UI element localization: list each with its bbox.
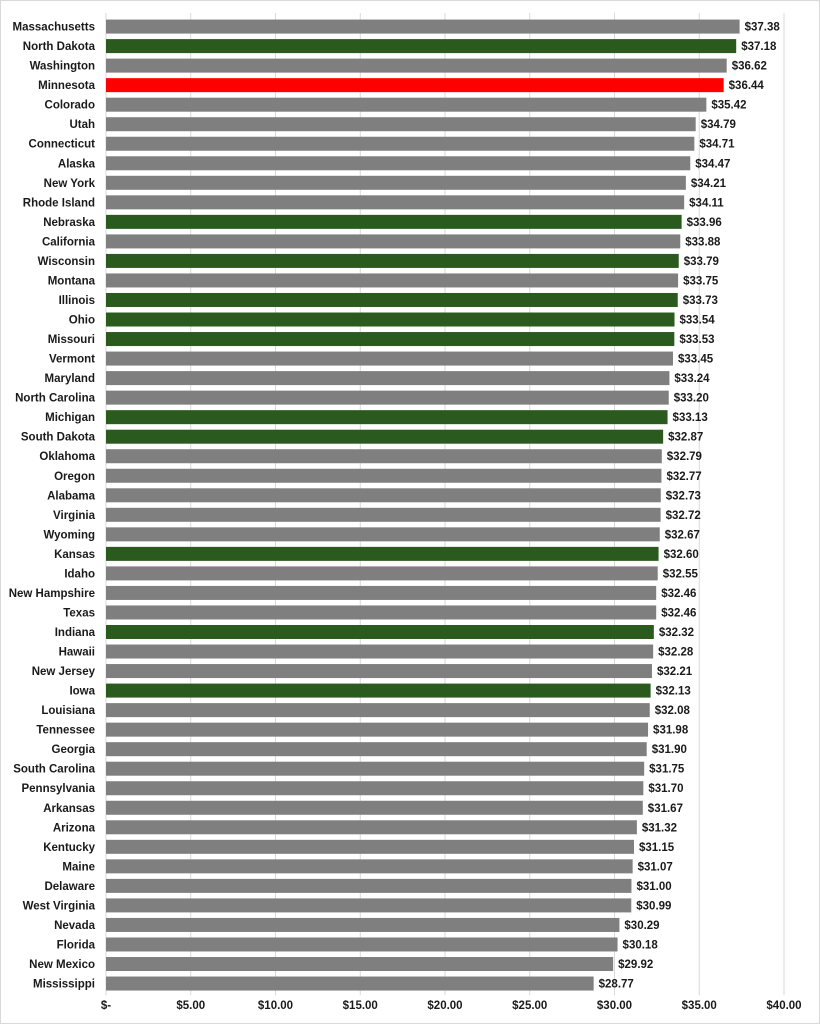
data-label: $36.62 (731, 60, 767, 73)
data-label: $32.77 (666, 470, 702, 483)
category-label: South Dakota (20, 431, 95, 444)
category-label: Wisconsin (37, 255, 95, 268)
data-label: $32.87 (668, 431, 704, 444)
bar (106, 547, 659, 561)
bar (106, 840, 634, 854)
data-label: $29.92 (618, 959, 654, 972)
category-label: Iowa (69, 685, 95, 698)
data-label: $32.08 (654, 705, 690, 718)
category-label: Massachusetts (12, 21, 95, 34)
category-label: Connecticut (28, 138, 95, 151)
bar (106, 273, 678, 287)
bar (106, 508, 661, 522)
category-label: New Mexico (29, 959, 95, 972)
data-label: $32.72 (665, 509, 701, 522)
bar (106, 195, 684, 209)
category-label: North Dakota (22, 41, 95, 54)
bar (106, 977, 594, 991)
category-label: Maine (62, 861, 95, 874)
data-label: $34.71 (699, 138, 735, 151)
data-label: $32.21 (656, 666, 693, 679)
bar (106, 59, 727, 73)
bar (106, 352, 673, 366)
category-label: Michigan (45, 412, 95, 425)
category-label: Colorado (44, 99, 95, 112)
category-label: Mississippi (33, 978, 95, 991)
bar (106, 156, 690, 170)
bar (106, 703, 650, 717)
bar (106, 137, 694, 151)
bar-chart (1, 1, 820, 1025)
category-label: Georgia (51, 744, 95, 757)
data-label: $31.75 (649, 763, 685, 776)
data-label: $31.98 (653, 724, 689, 737)
category-label: Rhode Island (22, 197, 95, 210)
data-label: $32.73 (665, 490, 701, 503)
bar (106, 781, 643, 795)
data-label: $37.38 (744, 21, 780, 34)
category-label: Minnesota (38, 80, 95, 93)
bar (106, 957, 613, 971)
category-label: Ohio (68, 314, 95, 327)
data-label: $34.47 (695, 158, 731, 171)
bar (106, 117, 696, 131)
bar (106, 879, 631, 893)
bar (106, 176, 686, 190)
data-label: $32.67 (664, 529, 700, 542)
data-label: $36.44 (728, 80, 764, 93)
data-label: $34.11 (689, 197, 724, 210)
x-tick-label: $35.00 (681, 1000, 717, 1012)
bar (106, 820, 637, 834)
bar (106, 801, 643, 815)
category-label: Alaska (57, 158, 95, 171)
x-axis-ticks (101, 1000, 802, 1012)
bar (106, 430, 663, 444)
bar (106, 898, 631, 912)
bar (106, 742, 647, 756)
category-label: Kentucky (43, 841, 95, 854)
x-tick-label: $10.00 (257, 1000, 294, 1012)
data-label: $37.18 (741, 41, 777, 54)
category-label: Oregon (54, 470, 95, 483)
data-label: $33.73 (682, 294, 718, 307)
bar (106, 410, 668, 424)
bar (106, 586, 656, 600)
data-label: $32.32 (658, 626, 695, 639)
bar (106, 39, 736, 53)
x-tick-label: $5.00 (176, 1000, 206, 1012)
data-label: $31.32 (641, 822, 678, 835)
data-label: $33.88 (685, 236, 721, 249)
bar (106, 645, 653, 659)
bar (106, 723, 648, 737)
category-label: Arkansas (43, 802, 95, 815)
data-label: $31.07 (637, 861, 673, 874)
bar (106, 469, 661, 483)
bar (106, 313, 675, 327)
data-label: $30.99 (636, 900, 672, 913)
bar (106, 566, 658, 580)
bar (106, 391, 669, 405)
data-label: $32.79 (666, 451, 702, 464)
category-label: North Carolina (15, 392, 95, 405)
bar (106, 937, 618, 951)
data-label: $33.54 (679, 314, 715, 327)
category-label: New Hampshire (8, 587, 95, 600)
bar (106, 215, 682, 229)
category-label: California (41, 236, 95, 249)
data-label: $32.46 (661, 607, 697, 620)
category-label: New Jersey (31, 666, 95, 679)
data-label: $28.77 (598, 978, 634, 991)
category-label: Louisiana (41, 705, 95, 718)
data-label: $33.79 (683, 255, 719, 268)
bar (106, 762, 644, 776)
bar (106, 20, 740, 34)
data-label: $32.13 (655, 685, 691, 698)
data-label: $31.90 (651, 744, 687, 757)
bar (106, 527, 660, 541)
bar (106, 293, 678, 307)
data-label: $33.75 (683, 275, 719, 288)
category-label: Alabama (47, 490, 95, 503)
category-label: Maryland (44, 373, 95, 386)
x-tick-label: $- (100, 1000, 112, 1012)
x-tick-label: $30.00 (596, 1000, 633, 1012)
category-label: Utah (69, 119, 95, 132)
bar (106, 684, 651, 698)
category-label: Kansas (54, 548, 95, 561)
category-label: Delaware (44, 880, 95, 893)
bar (106, 664, 652, 678)
bar (106, 98, 706, 112)
category-label: Arizona (52, 822, 95, 835)
data-label: $33.53 (679, 334, 715, 347)
category-label: Missouri (47, 334, 95, 347)
data-label: $32.46 (661, 587, 697, 600)
data-label: $32.60 (663, 548, 699, 561)
bar (106, 605, 656, 619)
data-label: $33.13 (672, 412, 708, 425)
category-label: Illinois (58, 294, 95, 307)
category-label: Nebraska (43, 216, 95, 229)
data-label: $33.20 (673, 392, 709, 405)
data-label: $32.28 (658, 646, 694, 659)
category-label: Florida (56, 939, 95, 952)
bar (106, 78, 724, 92)
x-tick-label: $20.00 (427, 1000, 463, 1012)
category-label: Tennessee (36, 724, 95, 737)
category-label: New York (43, 177, 95, 190)
bar (106, 449, 662, 463)
data-label: $31.00 (636, 880, 672, 893)
x-tick-label: $40.00 (766, 1000, 802, 1012)
category-label: Virginia (53, 509, 95, 522)
category-label: Wyoming (43, 529, 95, 542)
category-label: Idaho (64, 568, 95, 581)
category-label: Texas (63, 607, 95, 620)
bar (106, 371, 669, 385)
data-label: $31.15 (638, 841, 675, 854)
category-label: Washington (29, 60, 95, 73)
data-label: $33.24 (674, 373, 710, 386)
bar (106, 254, 679, 268)
data-label: $32.55 (662, 568, 698, 581)
x-tick-label: $15.00 (342, 1000, 378, 1012)
data-label: $30.29 (624, 919, 660, 932)
data-label: $34.79 (700, 119, 736, 132)
data-label: $34.21 (690, 177, 727, 190)
data-label: $33.45 (677, 353, 714, 366)
data-label: $31.67 (647, 802, 683, 815)
category-label: West Virginia (22, 900, 95, 913)
bar (106, 859, 633, 873)
category-label: Montana (47, 275, 95, 288)
data-label: $33.96 (686, 216, 722, 229)
category-label: South Carolina (13, 763, 95, 776)
category-label: Hawaii (58, 646, 95, 659)
x-tick-label: $25.00 (512, 1000, 548, 1012)
bar (106, 625, 654, 639)
bar (106, 488, 661, 502)
data-label: $35.42 (711, 99, 747, 112)
category-labels (9, 22, 96, 991)
data-label: $31.70 (648, 783, 684, 796)
category-label: Oklahoma (39, 451, 95, 464)
category-label: Nevada (54, 919, 95, 932)
category-label: Vermont (48, 353, 95, 366)
bar (106, 332, 674, 346)
bar (106, 918, 619, 932)
category-label: Pennsylvania (21, 783, 95, 796)
data-label: $30.18 (622, 939, 658, 952)
category-label: Indiana (54, 626, 95, 639)
bar (106, 234, 680, 248)
